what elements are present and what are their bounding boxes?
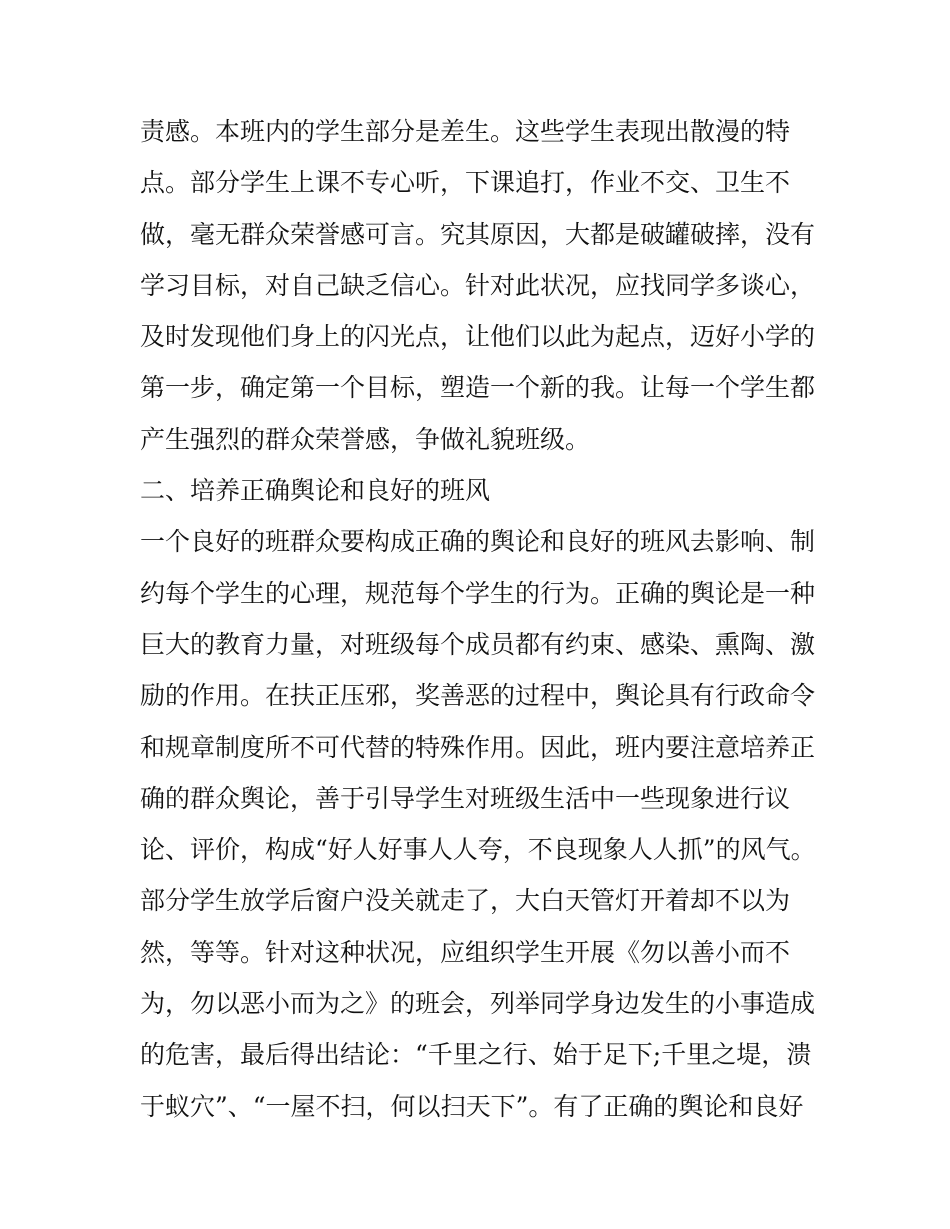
- text-line: 和规章制度所不可代替的特殊作用。因此，班内要注意培养正: [140, 732, 816, 762]
- text-line: 及时发现他们身上的闪光点，让他们以此为起点，迈好小学的: [140, 322, 816, 352]
- text-line: 于蚁穴”、“一屋不扫，何以扫天下”。有了正确的舆论和良好: [140, 1091, 804, 1121]
- section-heading: 二、培养正确舆论和良好的班风: [140, 476, 491, 506]
- text-line: 学习目标，对自己缺乏信心。针对此状况，应找同学多谈心，: [140, 270, 816, 300]
- text-line: 责感。本班内的学生部分是差生。这些学生表现出散漫的特: [140, 117, 791, 146]
- text-line: 点。部分学生上课不专心听，下课追打，作业不交、卫生不: [140, 168, 791, 198]
- text-line: 约每个学生的心理，规范每个学生的行为。正确的舆论是一种: [140, 578, 816, 608]
- text-line: 第一步，确定第一个目标，塑造一个新的我。让每一个学生都: [140, 373, 816, 403]
- body-text: [140, 106, 820, 1132]
- text-line: 产生强烈的群众荣誉感，争做礼貌班级。: [140, 424, 591, 454]
- text-line: 为，勿以恶小而为之》的班会，列举同学身边发生的小事造成: [140, 989, 816, 1019]
- text-line: 的危害，最后得出结论：“千里之行、始于足下;千里之堤，溃: [140, 1040, 812, 1070]
- text-line: 确的群众舆论，善于引导学生对班级生活中一些现象进行议: [140, 783, 791, 813]
- text-line: 励的作用。在扶正压邪，奖善恶的过程中，舆论具有行政命令: [140, 681, 816, 711]
- text-line: 做，毫无群众荣誉感可言。究其原因，大都是破罐破摔，没有: [140, 219, 816, 249]
- text-line: 部分学生放学后窗户没关就走了，大白天管灯开着却不以为: [140, 886, 791, 916]
- text-line: 然，等等。针对这种状况，应组织学生开展《勿以善小而不: [140, 937, 791, 967]
- text-line: 一个良好的班群众要构成正确的舆论和良好的班风去影响、制: [140, 527, 816, 557]
- text-line: 论、评价，构成“好人好事人人夸，不良现象人人抓”的风气。: [140, 835, 816, 865]
- text-line: 巨大的教育力量，对班级每个成员都有约束、感染、熏陶、激: [140, 629, 816, 659]
